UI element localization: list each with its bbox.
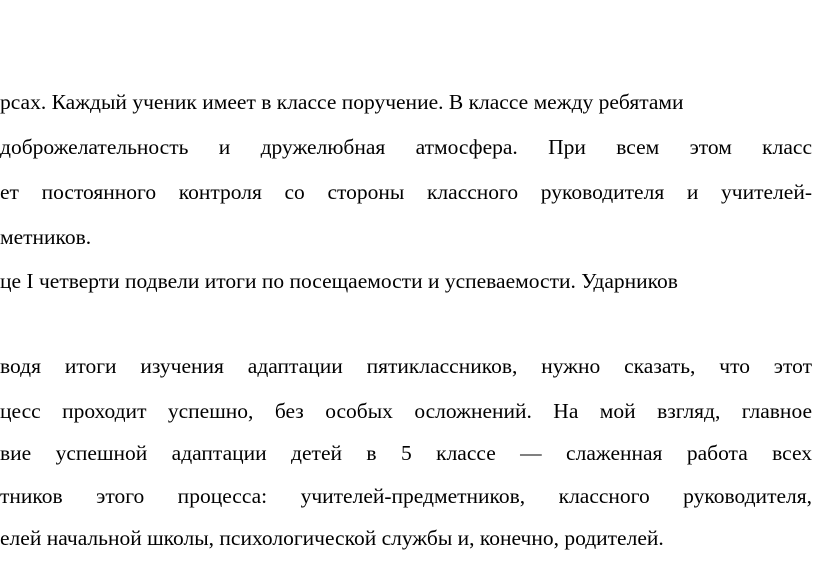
text-line-10: елей начальной школы, психологической службы и, конечно, родителей. <box>0 526 664 550</box>
text-line-9: тников этого процесса: учителей-предметников, классного руководителя, <box>0 484 812 508</box>
text-line-7: цесс проходит успешно, без особых осложнений. На мой взгляд, главное <box>0 399 812 423</box>
text-line-2: доброжелательность и дружелюбная атмосфера. При всем этом класс <box>0 135 812 159</box>
text-line-3: ет постоянного контроля со стороны классного руководителя и учителей- <box>0 180 812 204</box>
text-line-4: метников. <box>0 225 92 249</box>
text-line-1: рсах. Каждый ученик имеет в классе поручение. В классе между ребятами <box>0 90 684 114</box>
text-line-6: водя итоги изучения адаптации пятиклассников, нужно сказать, что этот <box>0 354 812 378</box>
text-line-5: це I четверти подвели итоги по посещаемости и успеваемости. Ударников <box>0 269 678 293</box>
text-line-8: вие успешной адаптации детей в 5 классе — слаженная работа всех <box>0 441 812 465</box>
